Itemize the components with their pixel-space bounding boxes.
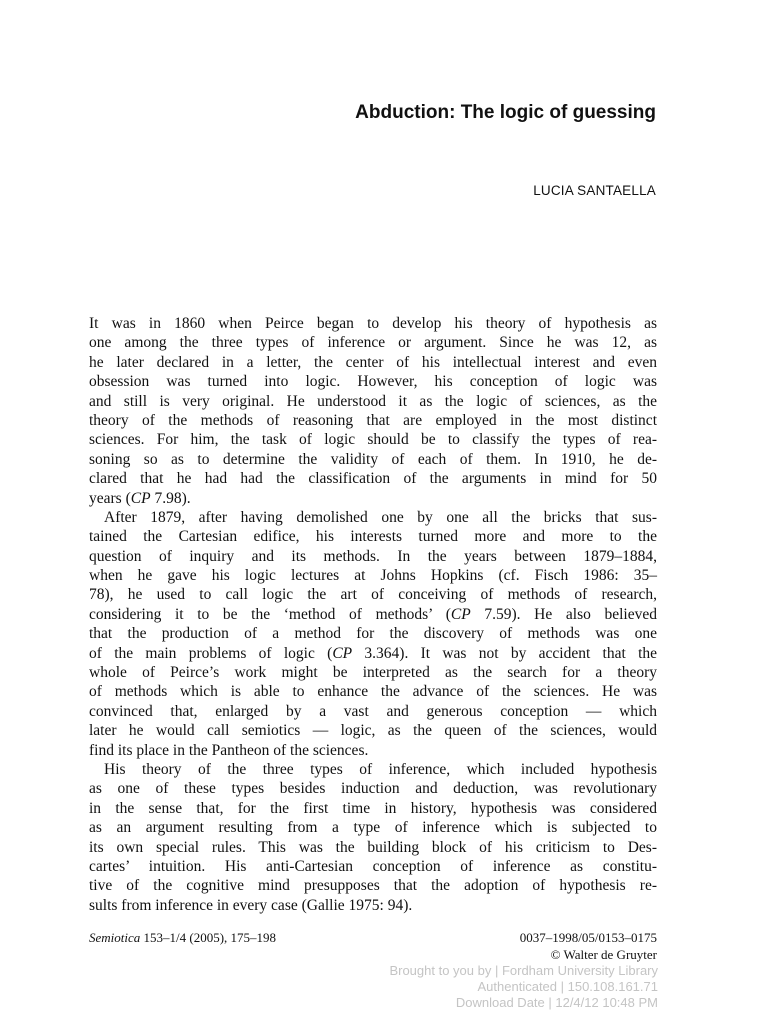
body-line: of the main problems of logic (CP 3.364). It was not by accident that the (89, 644, 658, 662)
body-line: years (CP 7.98). (89, 489, 191, 507)
body-line: sciences. For him, the task of logic should be to classify the types of rea- (89, 431, 657, 449)
body-line: considering it to be the ‘method of methods’ (CP 7.59). He also believed (89, 605, 657, 623)
article-body (89, 314, 657, 915)
body-line: tained the Cartesian edifice, his interests turned more and more to the (89, 528, 657, 546)
watermark-line: Download Date | 12/4/12 10:48 PM (455, 995, 658, 1011)
body-line: convinced that, enlarged by a vast and generous conception — which (89, 702, 657, 720)
body-line: question of inquiry and its methods. In the years between 1879–1884, (89, 547, 657, 565)
body-line: in the sense that, for the first time in history, hypothesis was considered (89, 799, 657, 817)
body-line: 78), he used to call logic the art of conceiving of methods of research, (89, 586, 657, 604)
body-line: one among the three types of inference or argument. Since he was 12, as (89, 334, 657, 352)
body-line: and still is very original. He understood it as the logic of sciences, as the (89, 392, 657, 410)
publication-info (520, 930, 657, 963)
body-line: as an argument resulting from a type of inference which is subjected to (89, 819, 657, 837)
body-line: when he gave his logic lectures at Johns Hopkins (cf. Fisch 1986: 35– (89, 567, 657, 585)
body-line: soning so as to determine the validity of each of them. In 1910, he de- (89, 450, 657, 468)
journal-citation (89, 930, 276, 946)
watermark-line: Brought to you by | Fordham University Library (389, 963, 658, 978)
journal-issue: 153–1/4 (2005), 175–198 (140, 930, 277, 945)
copyright-notice: © Walter de Gruyter (550, 946, 657, 962)
article-title: Abduction: The logic of guessing (355, 102, 656, 123)
body-line: its own special rules. This was the building block of his criticism to Des- (89, 838, 657, 856)
body-line: that the production of a method for the discovery of methods was one (89, 625, 657, 643)
body-line: whole of Peirce’s work might be interpreted as the search for a theory (89, 664, 657, 682)
body-line: later he would call semiotics — logic, as the queen of the sciences, would (89, 722, 657, 740)
body-line: cartes’ intuition. His anti-Cartesian conception of inference as constitu- (89, 857, 657, 875)
body-line: clared that he had had the classification of the arguments in mind for 50 (89, 470, 657, 488)
body-line: It was in 1860 when Peirce began to develop his theory of hypothesis as (89, 315, 657, 332)
body-line: he later declared in a letter, the center of his intellectual interest and even (89, 353, 657, 371)
watermark-line: Authenticated | 150.108.161.71 (477, 979, 658, 995)
download-watermark (389, 963, 658, 1012)
body-line: sults from inference in every case (Gallie 1975: 94). (89, 896, 413, 914)
body-line: tive of the cognitive mind presupposes that the adoption of hypothesis re- (89, 877, 657, 895)
body-line: of methods which is able to enhance the advance of the sciences. He was (89, 683, 657, 701)
body-line: His theory of the three types of inference, which included hypothesis (104, 760, 657, 778)
issn-code: 0037–1998/05/0153–0175 (519, 930, 657, 945)
body-line: After 1879, after having demolished one by one all the bricks that sus- (104, 508, 657, 526)
body-line: obsession was turned into logic. However, his conception of logic was (89, 373, 657, 391)
journal-name: Semiotica (89, 930, 141, 945)
body-line: theory of the methods of reasoning that are employed in the most distinct (89, 411, 657, 429)
author-name: LUCIA SANTAELLA (533, 183, 656, 198)
body-line: find its place in the Pantheon of the sciences. (89, 741, 369, 759)
body-line: as one of these types besides induction and deduction, was revolutionary (89, 780, 657, 798)
